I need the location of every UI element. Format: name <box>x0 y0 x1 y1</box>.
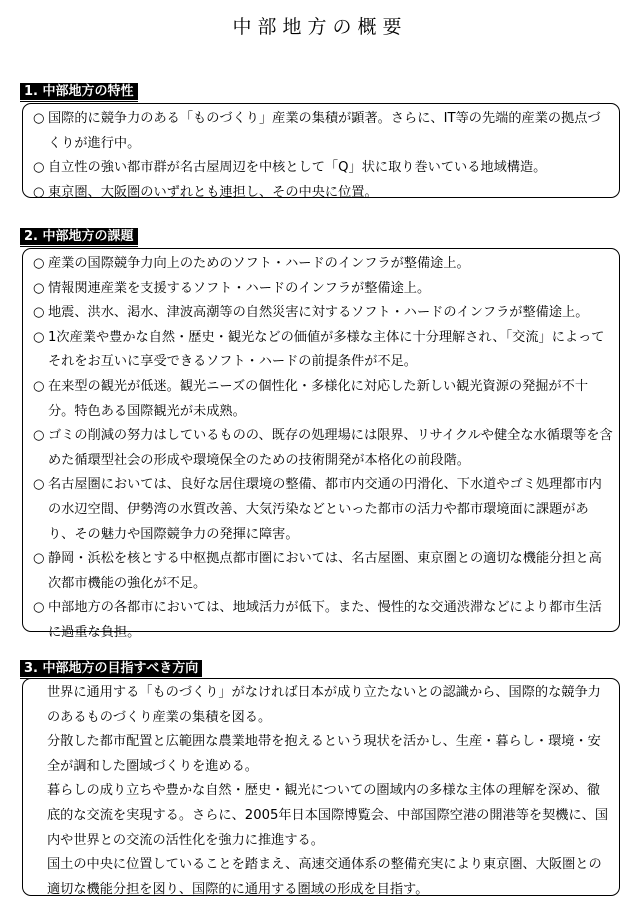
section-2-item: ○ 静岡・浜松を核とする中枢拠点都市圏においては、名古屋圏、東京圏との適切な機能分担と高次都市機能の強化が不足。 <box>33 547 613 596</box>
section-3-item: 国土の中央に位置していることを踏まえ、高速交通体系の整備充実により東京圏、大阪圏との適切な機能分担を図り、国際的に通用する圏域の形成を目指す。 <box>47 857 602 897</box>
section-3-heading: 3. 中部地方の目指すべき方向 <box>20 660 202 677</box>
bullet-circle-icon: ○ <box>33 428 45 444</box>
bullet-circle-icon: ○ <box>33 280 45 296</box>
section-2-item: ○ 中部地方の各都市においては、地域活力が低下。また、慢性的な交通渋滞などにより都市生活に過重な負担。 <box>33 596 613 645</box>
section-3-box <box>22 678 620 896</box>
bullet-circle-icon: ○ <box>33 111 45 126</box>
bullet-circle-icon: ○ <box>33 184 45 200</box>
section-1-item: ○ 国際的に競争力のある「ものづくり」産業の集積が顕著。さらに、IT等の先端的産業の拠点づくりが進行中。 <box>33 107 613 156</box>
section-2-heading: 2. 中部地方の課題 <box>20 228 138 245</box>
bullet-circle-icon: ○ <box>33 551 45 567</box>
bullet-circle-icon: ○ <box>33 600 45 616</box>
section-2-item: ○ 1次産業や豊かな自然・歴史・観光などの価値が多様な主体に十分理解され、「交流」によってそれをお互いに享受できるソフト・ハードの前提条件が不足。 <box>33 326 613 375</box>
section-2-item: ○ 産業の国際競争力向上のためのソフト・ハードのインフラが整備途上。 <box>33 252 613 277</box>
section-1-item: ○ 東京圏、大阪圏のいずれとも連担し、その中央に位置。 <box>33 181 613 206</box>
bullet-circle-icon: ○ <box>33 329 45 345</box>
bullet-circle-icon: ○ <box>33 378 45 394</box>
section-3-item: 世界に通用する「ものづくり」がなければ日本が成り立たないとの認識から、国際的な競争力のあるものづくり産業の集積を図る。 <box>47 685 601 725</box>
section-2-item: ○ 名古屋圏においては、良好な居住環境の整備、都市内交通の円滑化、下水道やゴミ処理都市内の水辺空間、伊勢湾の水質改善、大気汚染などといった都市の活力や都市環境面に課題があり、その魅力や国際競争力の発揮に障害。 <box>33 473 613 547</box>
section-2-item: ○ 情報関連産業を支援するソフト・ハードのインフラが整備途上。 <box>33 277 613 302</box>
bullet-circle-icon: ○ <box>33 305 45 321</box>
section-1-item: ○ 自立性の強い都市群が名古屋周辺を中核として「Q」状に取り巻いている地域構造。 <box>33 156 613 181</box>
section-3-item: 分散した都市配置と広範囲な農業地帯を抱えるという現状を活かし、生産・暮らし・環境・安全が調和した圏域づくりを進める。 <box>47 734 601 774</box>
bullet-circle-icon: ○ <box>33 160 45 176</box>
section-1-heading: 1. 中部地方の特性 <box>20 83 138 100</box>
bullet-circle-icon: ○ <box>33 477 45 493</box>
section-3-item: 暮らしの成り立ちや豊かな自然・歴史・観光についての圏域内の多様な主体の理解を深め、徹底的な交流を実現する。さらに、2005年日本国際博覧会、中部国際空港の開港等を契機に、国内や世界との交流の活性化を強力に推進する。 <box>47 783 609 848</box>
bullet-circle-icon: ○ <box>33 256 45 271</box>
section-2-item: ○ ゴミの削減の努力はしているものの、既存の処理場には限界、リサイクルや健全な水循環等を含めた循環型社会の形成や環境保全のための技術開発が本格化の前段階。 <box>33 424 613 473</box>
section-1-box <box>22 103 620 198</box>
section-2-item: ○ 地震、洪水、渇水、津波高潮等の自然災害に対するソフト・ハードのインフラが整備途上。 <box>33 301 613 326</box>
page-title: 中部地方の概要 <box>232 16 408 38</box>
section-2-item: ○ 在来型の観光が低迷。観光ニーズの個性化・多様化に対応した新しい観光資源の発掘が不十分。特色ある国際観光が未成熟。 <box>33 375 613 424</box>
section-2-box <box>22 248 620 640</box>
